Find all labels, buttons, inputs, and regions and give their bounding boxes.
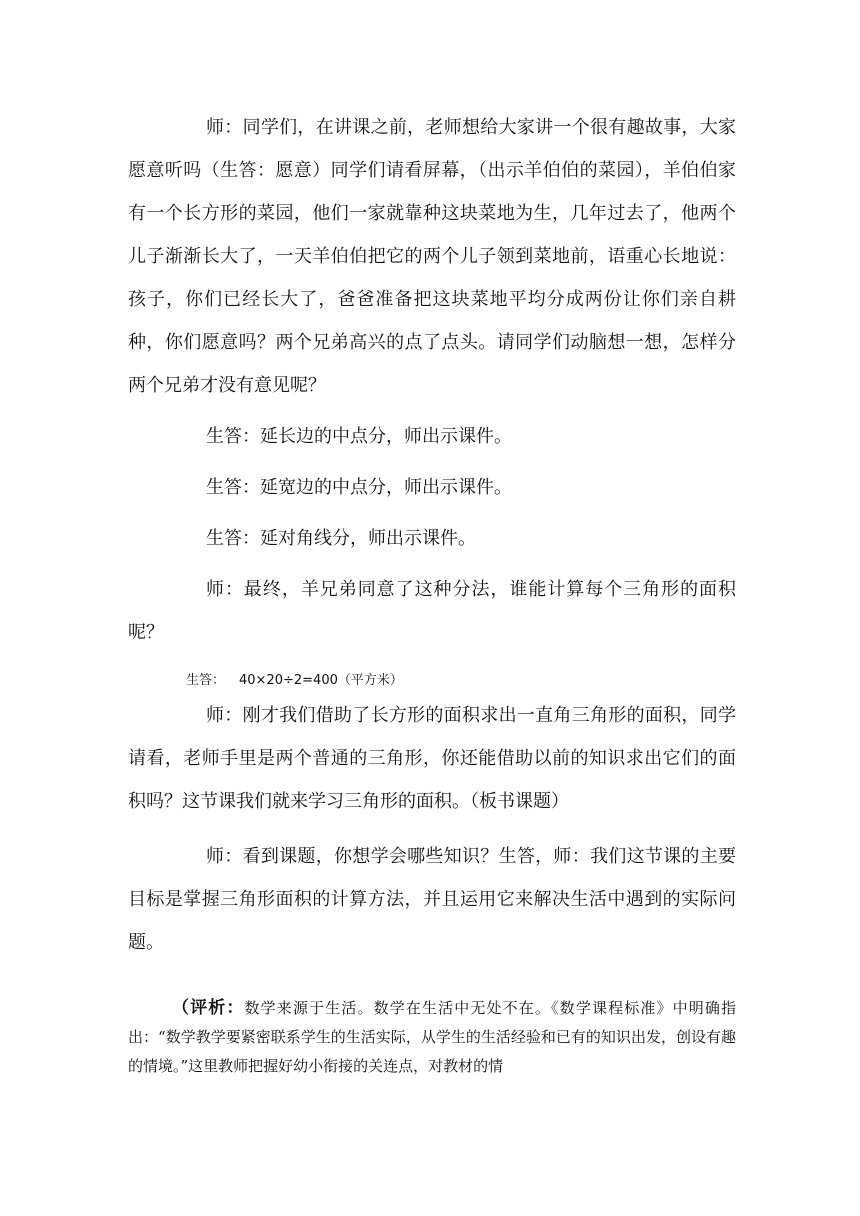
calculation-line [186,670,736,692]
document-body [128,106,736,1096]
paragraph-teacher-transition: 师：刚才我们借助了长方形的面积求出一直角三角形的面积，同学请看，老师手里是两个普通的三角形，你还能借助以前的知识求出它们的面积吗？这节课我们就来学习三角形的面积。（板书课题） [128,705,736,812]
paragraph-teacher-objectives: 师：看到课题，你想学会哪些知识？生答，师：我们这节课的主要目标是掌握三角形面积的计算方法，并且运用它来解决生活中遇到的实际问题。 [128,846,736,953]
review-paragraph [128,994,736,1081]
calculation-expression: 40×20÷2=400（平方米） [239,673,403,688]
review-text: 数学来源于生活。数学在生活中无处不在。《数学课程标准》中明确指出：“数学教学要紧密联系学生的生活实际，从学生的生活经验和已有的知识出发，创设有趣的情境。”这里教师把握好幼小衔接的关连点，对教材的情 [128,999,737,1075]
paragraph-student-answer-long-side: 生答：延长边的中点分，师出示课件。 [206,426,512,447]
review-open-paren: （ [172,998,191,1018]
paragraph-teacher-question-area: 师：最终，羊兄弟同意了这种分法，谁能计算每个三角形的面积呢？ [128,579,736,643]
review-label: 评析： [190,998,245,1018]
paragraph-student-answer-wide-side: 生答：延宽边的中点分，师出示课件。 [206,477,512,498]
calculation-label: 生答： [186,673,226,688]
paragraph-teacher-story: 师：同学们，在讲课之前，老师想给大家讲一个很有趣故事，大家愿意听吗（生答：愿意）同学们请看屏幕，（出示羊伯伯的菜园），羊伯伯家有一个长方形的菜园，他们一家就靠种这块菜地为生，几年过去了，他两个儿子渐渐长大了，一天羊伯伯把它的两个儿子领到菜地前，语重心长地说：孩子，你们已经长大了，爸爸准备把这块菜地平均分成两份让你们亲自耕种，你们愿意吗？两个兄弟高兴的点了点头。请同学们动脑想一想，怎样分两个兄弟才没有意见呢？ [128,117,736,396]
paragraph-student-answer-diagonal: 生答：延对角线分，师出示课件。 [206,528,476,549]
